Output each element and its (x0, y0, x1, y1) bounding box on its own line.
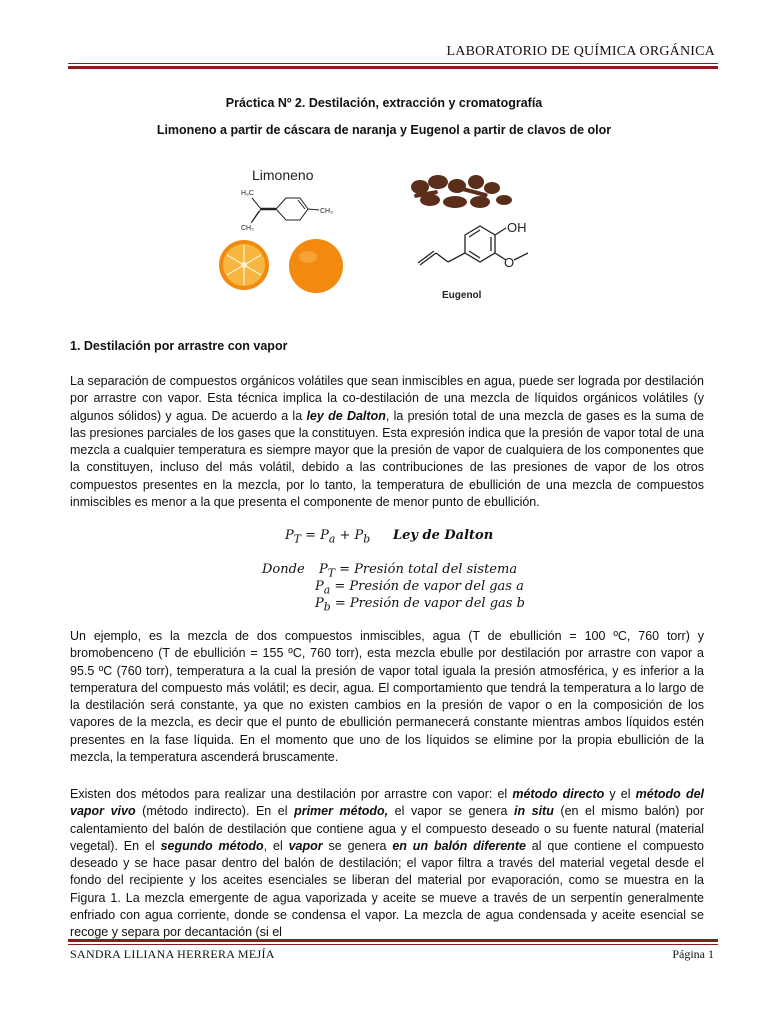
practice-title: Práctica Nº 2. Destilación, extracción y cromatografía (225, 96, 543, 110)
eugenol-figure (400, 160, 550, 305)
eugenol-label: Eugenol (442, 290, 482, 301)
orange-whole (289, 239, 343, 293)
orange-half (219, 240, 269, 290)
ch3-label: CH₃ (320, 208, 333, 215)
paragraph-3: Existen dos métodos para realizar una destilación por arrastre con vapor: el método directo y el método del vapor vivo (método indirecto). En el primer método, el vapor se genera in situ (en el mismo balón) por calentamiento del balón de destilación que contiene agua y el compuesto deseado o su fuente natural (material vegetal). En el segundo método, el vapor se genera en un balón diferente al que contiene el compuesto deseado y se hace pasar dentro del balón de destilación; el vapor filtra a través del material vegetal desde el fondo del recipiente y los aceites esenciales se liberan del material por evaporación, como se muestra en la Figura 1. La mezcla emergente de agua vaporizada y aceite se mueve a través de un serpentín generalmente enfriado con agua corriente, donde se condensa el vapor. La mezcla de agua condensada y aceite esencial se recoge y separa por decantación (si el (70, 787, 704, 940)
section-heading: 1. Destilación por arrastre con vapor (70, 339, 288, 353)
cloves-image (411, 175, 512, 208)
footer-rule-thick (68, 939, 718, 942)
header-rule-thick (68, 66, 718, 69)
paragraph-2: Un ejemplo, es la mezcla de dos compuestos inmiscibles, agua (T de ebullición = 100 ºC, 760 torr) y bromobenceno (T de ebullición = 155 ºC, 760 torr), esta mezcla ebulle por destilación por arrastre con vapor a 95.5 ºC (760 torr), temperatura a la cual la presión de vapor total iguala la presión atmosférica, y es inferior a la temperatura del compuesto más volátil; es decir, agua. El comportamiento que tendrá la temperatura a lo largo de la destilación será constante, ya que no existen cambios en la presión de vapor o en la composición de los vapores de la mezcla, es decir que el punto de ebullición permanecerá constante mientras ambos líquidos estén presentes en la fase líquida. En el momento que uno de los líquidos se elimine por la propia ebullición de la mezcla, la temperatura ascenderá bruscamente. (70, 629, 704, 765)
header-title: LABORATORIO DE QUÍMICA ORGÁNICA (446, 44, 715, 59)
paragraph-1: La separación de compuestos orgánicos volátiles que sean inmiscibles en agua, puede ser lograda por destilación por arrastre con vapor. Esta técnica implica la co-destilación de una mezcla de líquidos orgánicos volátiles (y algunos sólidos) y agua. De acuerdo a la ley de Dalton, la presión total de una mezcla de gases es la suma de las presiones parciales de los gases que la constituyen. Esta expresión indica que la presión de vapor total de una mezcla a cualquier temperatura es siempre mayor que la presión de vapor de cualquiera de los componentes que la constituyen, incluso del más volátil, debido a las contribuciones de las presiones de vapor de los otros compuestos presentes en la mezcla, por lo tanto, la temperatura de ebullición de una mezcla de compuestos inmiscibles es menor a la que presenta el componente de menor punto de ebullición. (70, 374, 704, 510)
footer-rule-thin (68, 944, 718, 945)
limoneno-label: Limoneno (252, 167, 314, 183)
limonene-structure (251, 198, 319, 223)
page-number: Página 1 (672, 947, 714, 961)
definition-pa: $P_a$ = Presión de vapor del gas a (315, 579, 524, 597)
ch2-label: CH₂ (241, 225, 254, 232)
definition-pb: $P_b$ = Presión de vapor del gas b (315, 596, 525, 614)
dalton-equation: $P_T = P_a + P_b$ (285, 528, 371, 546)
definition-pt: $P_T$ = Presión total del sistema (319, 562, 518, 580)
practice-subtitle: Limoneno a partir de cáscara de naranja y Eugenol a partir de clavos de olor (156, 123, 612, 137)
o-label: O (504, 255, 515, 270)
limoneno-figure (216, 160, 376, 300)
dalton-law-label: Ley de Dalton (393, 528, 494, 543)
oh-label: OH (507, 220, 527, 235)
footer-author: SANDRA LILIANA HERRERA MEJÍA (70, 947, 275, 961)
header-rule-thin (68, 63, 718, 64)
donde-label: Donde (262, 562, 305, 577)
h3c-label: H₃C (241, 190, 254, 197)
